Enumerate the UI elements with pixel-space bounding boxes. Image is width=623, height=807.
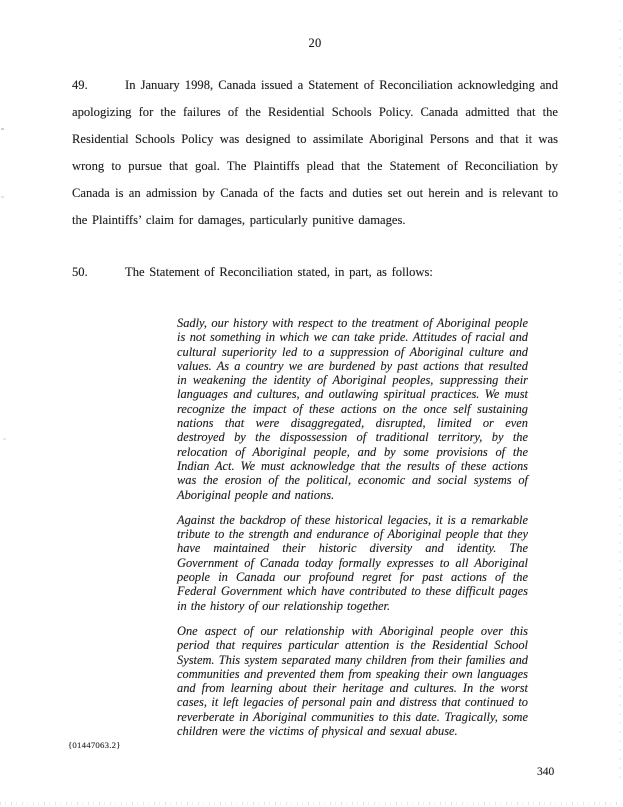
- scan-noise-bottom-edge: [0, 802, 623, 805]
- quote-paragraph-2: Against the backdrop of these historical legacies, it is a remarkable tribute to the strength and endurance of Aboriginal people that they have maintained their historic diversity and identity. The Government of Canada today formally expresses to all Aboriginal people in Canada our profound regret for past actions of the Federal Government which have contributed to these difficult pages in the history of our relationship together.: [177, 512, 528, 613]
- page-number-top: 20: [308, 36, 322, 50]
- paragraph-49-text: In January 1998, Canada issued a Statement of Reconciliation acknowledging and apologizing for the failures of the Residential Schools Policy. Canada admitted that the Residential Schools Policy was designed to assimilate Aboriginal Persons and that it was wrong to pursue that goal. The Plaintiffs plead that the Statement of Reconciliation by Canada is an admission by Canada of the facts and duties set out herein and is relevant to the Plaintiffs’ claim for damages, particularly punitive damages.: [72, 78, 558, 227]
- page-number-bottom: 340: [537, 766, 555, 778]
- paragraph-49-number: 49.: [72, 78, 88, 92]
- statement-of-reconciliation-quote: [177, 316, 528, 738]
- paragraph-50-text: The Statement of Reconciliation stated, in part, as follows:: [125, 265, 433, 279]
- footer-document-reference: {01447063.2}: [68, 740, 121, 750]
- paragraph-49: [72, 72, 558, 234]
- paragraph-50-number: 50.: [72, 265, 88, 279]
- quote-paragraph-1: Sadly, our history with respect to the treatment of Aboriginal people is not something in which we can take pride. Attitudes of racial and cultural superiority led to a suppression of Aboriginal culture and values. As a country we are burdened by past actions that resulted in weakening the identity of Aboriginal peoples, suppressing their languages and cultures, and outlawing spiritual practices. We must recognize the impact of these actions on the once self sustaining nations that were disaggregated, disrupted, limited or even destroyed by the dispossession of traditional territory, by the relocation of Aboriginal people, and by some provisions of the Indian Act. We must acknowledge that the results of these actions was the erosion of the political, economic and social systems of Aboriginal people and nations.: [177, 316, 528, 502]
- paragraph-50: [72, 259, 558, 286]
- scan-noise-right-edge: [619, 20, 621, 780]
- quote-paragraph-3: One aspect of our relationship with Aboriginal people over this period that requires particular attention is the Residential School System. This system separated many children from their families and communities and prevented them from speaking their own languages and from learning about their heritage and cultures. In the worst cases, it left legacies of personal pain and distress that continued to reverberate in Aboriginal communities to this date. Tragically, some children were the victims of physical and sexual abuse.: [177, 623, 528, 739]
- scan-speck-left-edge: [1, 128, 4, 130]
